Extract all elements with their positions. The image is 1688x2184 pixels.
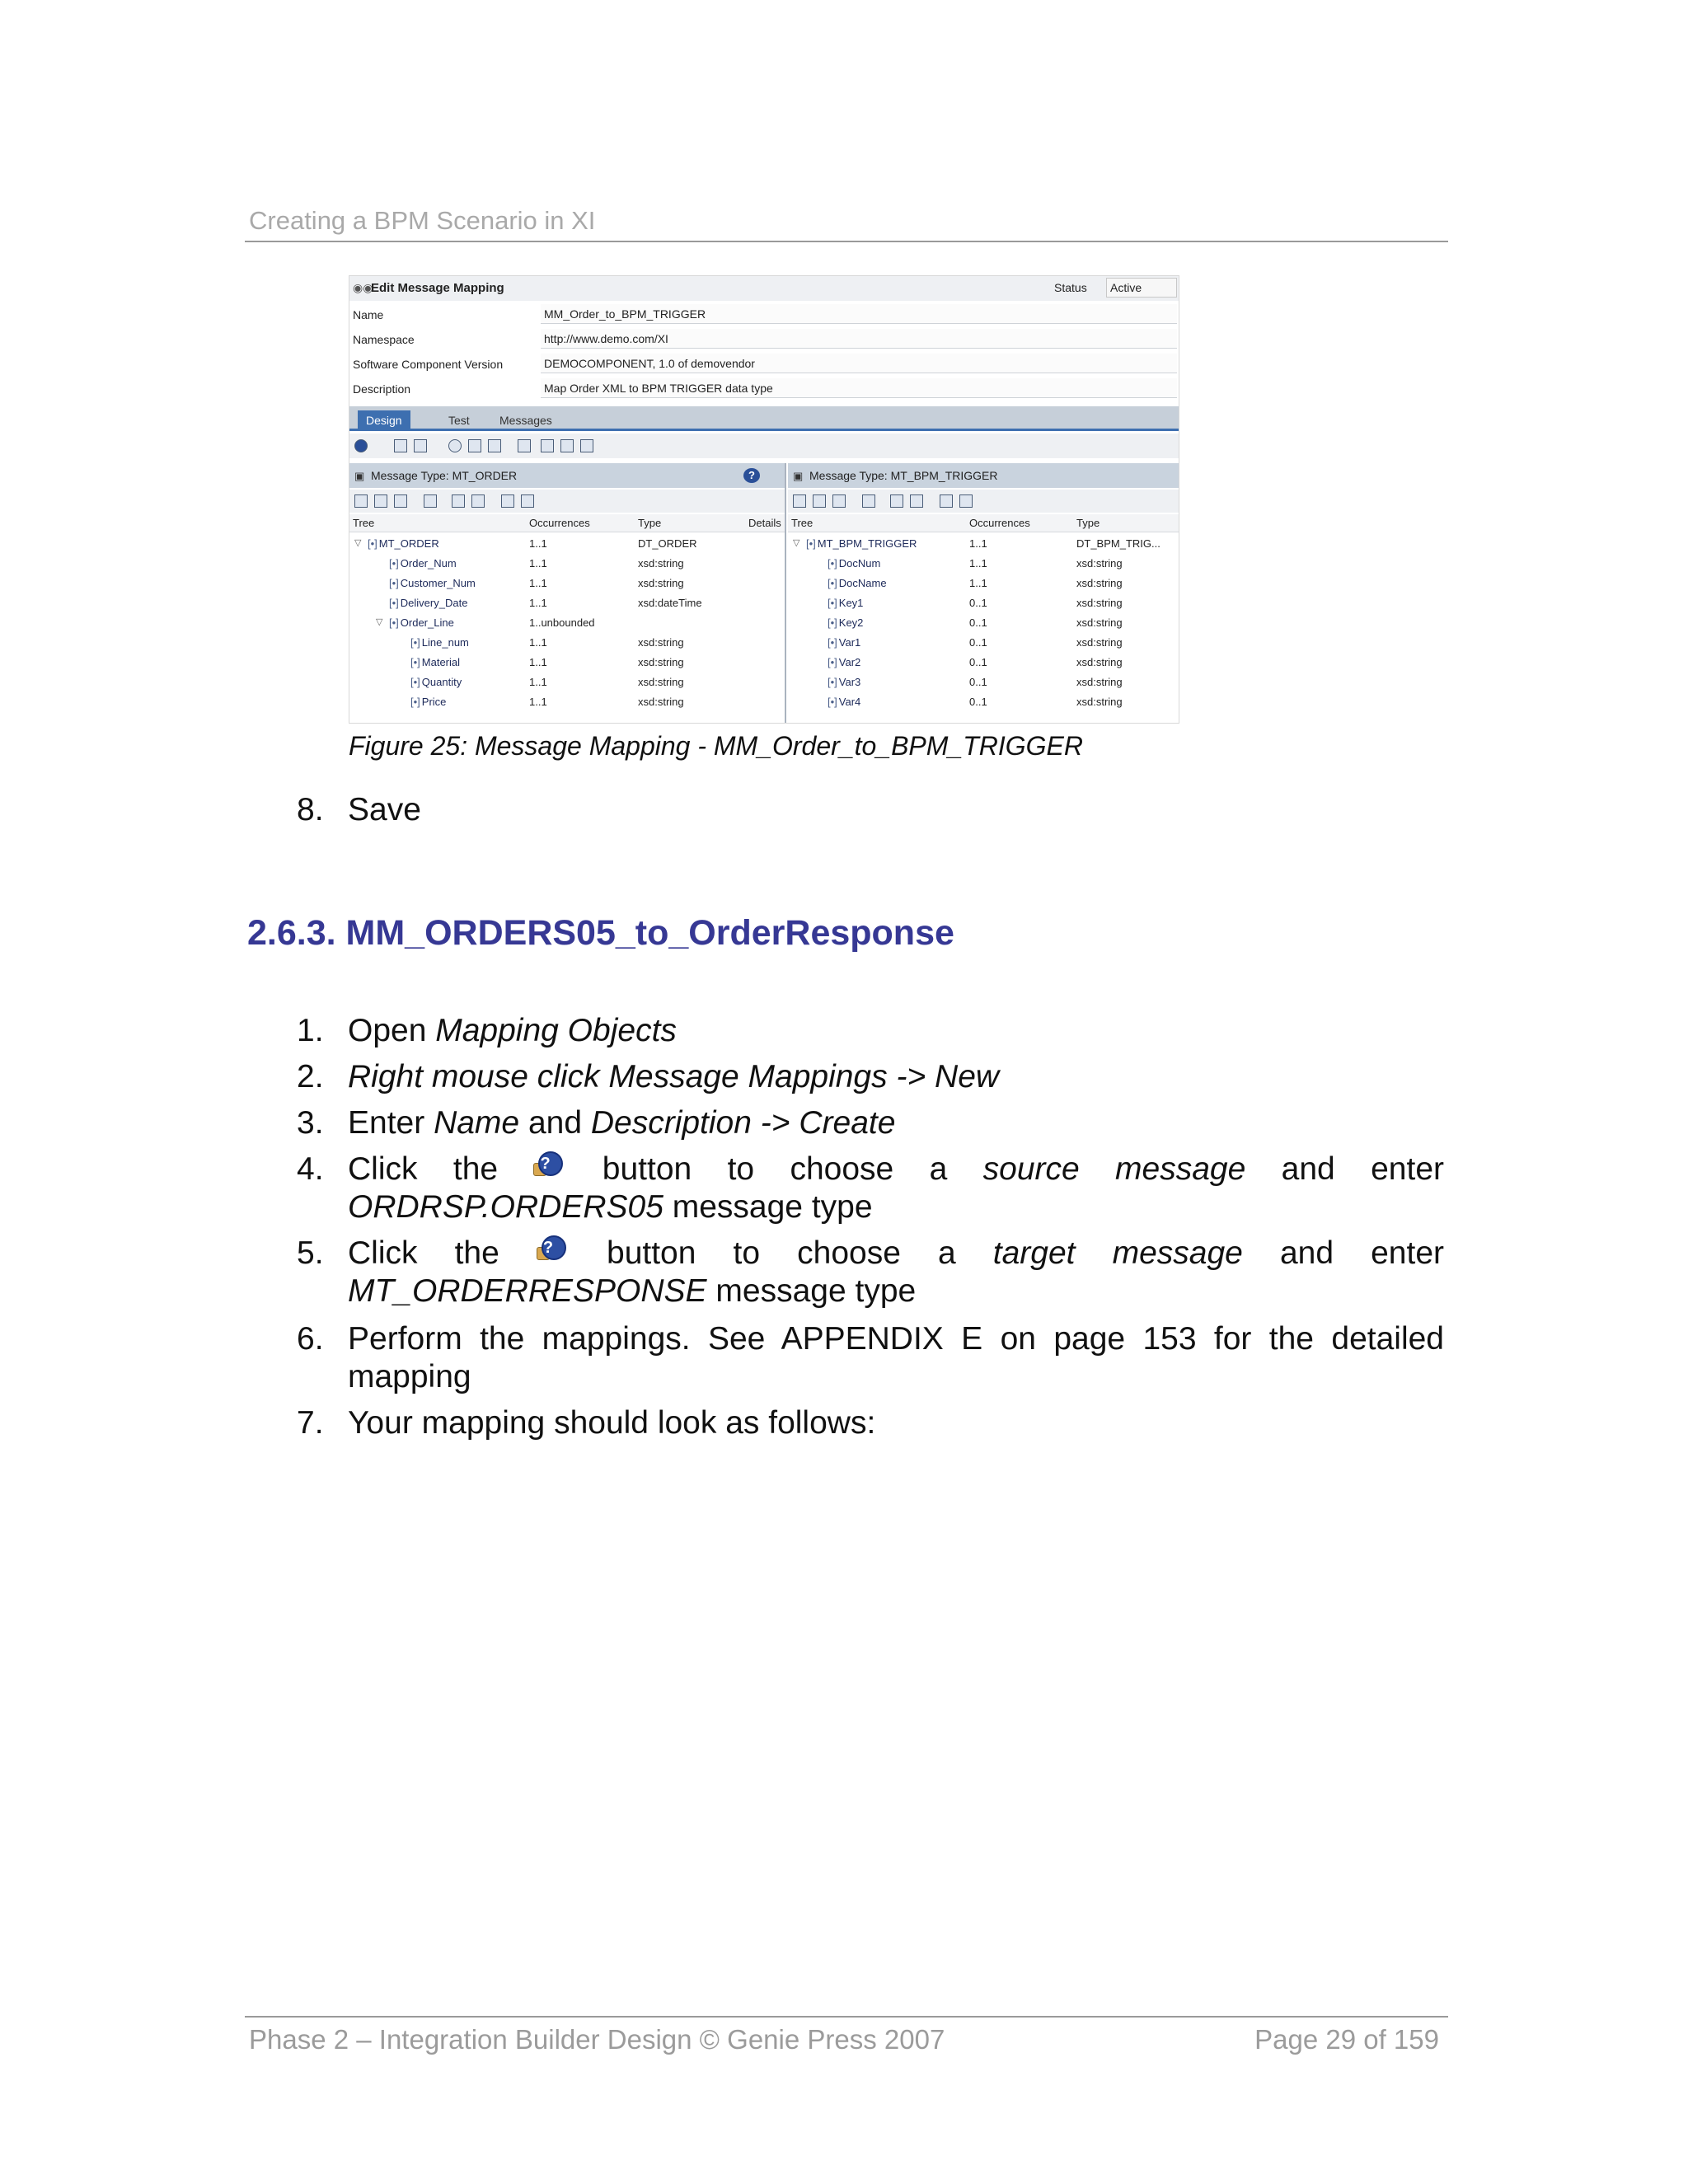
type-cell: xsd:string — [1076, 577, 1123, 589]
occurrence-cell: 1..1 — [529, 656, 547, 668]
occurrence-cell: 1..1 — [529, 597, 547, 609]
table-row[interactable] — [349, 673, 785, 692]
list-text: and enter — [1245, 1151, 1444, 1187]
toolbar-icon[interactable] — [374, 494, 387, 508]
target-column-headers — [788, 514, 1179, 532]
list-text: Click the — [348, 1235, 537, 1271]
list-text-italic: Right mouse click Message Mappings -> New — [348, 1059, 1000, 1094]
table-row[interactable] — [349, 613, 785, 633]
toolbar-icon[interactable] — [424, 494, 437, 508]
toolbar-icon[interactable] — [471, 494, 485, 508]
occurrence-cell: 1..1 — [529, 696, 547, 708]
occurrence-cell: 0..1 — [969, 636, 987, 649]
toolbar-icon[interactable] — [501, 494, 514, 508]
table-row[interactable] — [349, 692, 785, 712]
list-text: message type — [706, 1273, 917, 1309]
source-message-title: Message Type: MT_ORDER — [371, 469, 518, 482]
help-icon[interactable] — [354, 439, 368, 452]
field-label: Namespace — [353, 333, 415, 346]
type-cell: xsd:string — [1076, 616, 1123, 629]
mapping-tabs — [349, 406, 1179, 431]
help-icon[interactable]: ? — [743, 468, 760, 483]
tree-node-name: [•] Price — [410, 696, 446, 708]
list-number: 4. — [297, 1151, 324, 1187]
type-cell: xsd:string — [638, 656, 684, 668]
field-namespace-row — [349, 327, 1179, 352]
type-cell: xsd:string — [1076, 636, 1123, 649]
message-type-icon: ▣ — [793, 470, 804, 482]
mapping-title: Edit Message Mapping — [371, 281, 504, 295]
status-value: Active — [1106, 278, 1177, 298]
table-row[interactable] — [349, 554, 785, 574]
tab-design[interactable]: Design — [358, 410, 410, 431]
occurrence-cell: 1..1 — [529, 577, 547, 589]
toolbar-icon[interactable] — [813, 494, 826, 508]
page-number: Page 29 of 159 — [1254, 2024, 1439, 2055]
figure-screenshot — [349, 275, 1179, 724]
source-pane — [349, 463, 786, 724]
toolbar-icon[interactable] — [414, 439, 427, 452]
design-toolbar — [349, 434, 1179, 458]
target-tree-toolbar — [788, 490, 1179, 513]
source-tree-toolbar — [349, 490, 785, 513]
list-text: Click the — [348, 1151, 534, 1187]
list-text-italic: ORDRSP.ORDERS05 — [348, 1189, 663, 1225]
type-cell: xsd:string — [1076, 656, 1123, 668]
toolbar-icon[interactable] — [910, 494, 923, 508]
list-text: Perform the mappings. See APPENDIX E on page 153 for the detailed — [348, 1321, 1444, 1357]
tree-node-name: [•] MT_BPM_TRIGGER — [806, 537, 917, 550]
occurrence-cell: 1..1 — [529, 557, 547, 569]
figure-caption: Figure 25: Message Mapping - MM_Order_to_BPM_TRIGGER — [349, 731, 1083, 761]
description-field[interactable]: Map Order XML to BPM TRIGGER data type — [541, 378, 1177, 398]
column-header: Occurrences — [969, 517, 1030, 529]
toolbar-icon[interactable] — [394, 439, 407, 452]
table-row[interactable] — [788, 653, 1179, 673]
list-text: Open — [348, 1013, 436, 1048]
tree-node-name: [•] DocName — [828, 577, 887, 589]
running-header: Creating a BPM Scenario in XI — [249, 206, 596, 235]
header-rule — [245, 241, 1448, 242]
occurrence-cell: 1..1 — [529, 537, 547, 550]
column-header: Details — [748, 517, 781, 529]
type-cell: xsd:string — [1076, 597, 1123, 609]
list-text-italic: Description -> Create — [590, 1105, 896, 1141]
type-cell: DT_ORDER — [638, 537, 697, 550]
type-cell: xsd:string — [638, 577, 684, 589]
list-number: 6. — [297, 1321, 324, 1357]
choose-message-icon: ? — [533, 1151, 566, 1181]
column-header: Type — [638, 517, 662, 529]
list-text: button to choose a — [566, 1151, 983, 1187]
toolbar-icon[interactable] — [518, 439, 531, 452]
tree-node-name: [•] Customer_Num — [389, 577, 476, 589]
expand-icon[interactable]: ▽ — [793, 538, 800, 548]
list-text: Your mapping should look as follows: — [348, 1405, 876, 1441]
type-cell: xsd:string — [638, 696, 684, 708]
tree-node-name: [•] Order_Num — [389, 557, 457, 569]
tree-node-name: [•] Key1 — [828, 597, 863, 609]
list-text-italic: target message — [992, 1235, 1243, 1271]
table-row[interactable] — [788, 574, 1179, 593]
table-row[interactable] — [349, 633, 785, 653]
list-number: 3. — [297, 1105, 324, 1141]
list-text: message type — [663, 1189, 873, 1225]
type-cell: xsd:string — [1076, 676, 1123, 688]
list-text-italic: Mapping Objects — [435, 1013, 677, 1048]
list-text: Enter — [348, 1105, 434, 1141]
table-row[interactable] — [788, 593, 1179, 613]
toolbar-icon[interactable] — [468, 439, 481, 452]
list-text-italic: Name — [434, 1105, 520, 1141]
tree-node-name: [•] Key2 — [828, 616, 863, 629]
expand-icon[interactable]: ▽ — [354, 538, 362, 548]
toolbar-icon[interactable] — [354, 494, 368, 508]
table-row[interactable] — [788, 554, 1179, 574]
occurrence-cell: 0..1 — [969, 597, 987, 609]
target-pane-title-bar — [788, 463, 1179, 488]
column-header: Occurrences — [529, 517, 590, 529]
tree-node-name: [•] Quantity — [410, 676, 462, 688]
list-number: 7. — [297, 1405, 324, 1441]
table-row[interactable] — [349, 534, 785, 554]
software-component-field[interactable]: DEMOCOMPONENT, 1.0 of demovendor — [541, 354, 1177, 373]
expand-icon[interactable]: ▽ — [376, 617, 383, 627]
table-row[interactable] — [788, 613, 1179, 633]
tab-messages[interactable]: Messages — [499, 414, 552, 427]
type-cell: xsd:string — [1076, 557, 1123, 569]
occurrence-cell: 0..1 — [969, 696, 987, 708]
column-header: Tree — [353, 517, 375, 529]
toolbar-icon[interactable] — [452, 494, 465, 508]
list-text: and enter — [1242, 1235, 1445, 1271]
field-swcv-row — [349, 352, 1179, 377]
table-row[interactable] — [788, 633, 1179, 653]
footer-rule — [245, 2016, 1448, 2018]
tree-node-name: [•] Var4 — [828, 696, 860, 708]
glasses-icon: ◉◉ — [353, 281, 373, 294]
occurrence-cell: 1..1 — [529, 676, 547, 688]
occurrence-cell: 0..1 — [969, 616, 987, 629]
list-text: and — [519, 1105, 591, 1141]
name-field[interactable]: MM_Order_to_BPM_TRIGGER — [541, 304, 1177, 324]
field-label: Name — [353, 308, 384, 321]
toolbar-icon[interactable] — [521, 494, 534, 508]
list-number: 2. — [297, 1059, 324, 1094]
toolbar-icon[interactable] — [394, 494, 407, 508]
toolbar-icon[interactable] — [793, 494, 806, 508]
toolbar-icon[interactable] — [580, 439, 593, 452]
target-message-title: Message Type: MT_BPM_TRIGGER — [809, 469, 998, 482]
type-cell: xsd:string — [1076, 696, 1123, 708]
type-cell: xsd:dateTime — [638, 597, 702, 609]
tree-node-name: [•] Order_Line — [389, 616, 454, 629]
toolbar-icon[interactable] — [488, 439, 501, 452]
type-cell: xsd:string — [638, 676, 684, 688]
type-cell: DT_BPM_TRIG... — [1076, 537, 1160, 550]
field-label: Description — [353, 382, 411, 396]
list-text-italic: source message — [982, 1151, 1246, 1187]
target-pane — [788, 463, 1179, 724]
occurrence-cell: 1..unbounded — [529, 616, 595, 629]
section-heading: 2.6.3. MM_ORDERS05_to_OrderResponse — [247, 913, 954, 953]
list-text: Save — [348, 792, 421, 827]
tree-node-name: [•] Line_num — [410, 636, 469, 649]
occurrence-cell: 1..1 — [969, 537, 987, 550]
list-text-italic: MT_ORDERRESPONSE — [348, 1273, 707, 1309]
toolbar-icon[interactable] — [560, 439, 574, 452]
status-label: Status — [1054, 281, 1087, 294]
toolbar-icon[interactable] — [832, 494, 846, 508]
mapping-header-bar — [349, 276, 1179, 301]
occurrence-cell: 1..1 — [969, 557, 987, 569]
tab-test[interactable]: Test — [448, 414, 470, 427]
list-text: button to choose a — [569, 1235, 993, 1271]
type-cell: xsd:string — [638, 636, 684, 649]
column-header: Tree — [791, 517, 814, 529]
list-text: mapping — [348, 1359, 471, 1394]
table-row[interactable] — [788, 673, 1179, 692]
footer-left: Phase 2 – Integration Builder Design © Genie Press 2007 — [249, 2024, 945, 2055]
toolbar-icon[interactable] — [448, 439, 462, 452]
tree-node-name: [•] Delivery_Date — [389, 597, 467, 609]
toolbar-icon[interactable] — [890, 494, 903, 508]
field-description-row — [349, 377, 1179, 401]
occurrence-cell: 1..1 — [529, 636, 547, 649]
toolbar-icon[interactable] — [541, 439, 554, 452]
tree-node-name: [•] Var3 — [828, 676, 860, 688]
choose-message-icon: ? — [537, 1235, 570, 1265]
type-cell: xsd:string — [638, 557, 684, 569]
table-row[interactable] — [349, 593, 785, 613]
occurrence-cell: 0..1 — [969, 656, 987, 668]
occurrence-cell: 0..1 — [969, 676, 987, 688]
field-label: Software Component Version — [353, 358, 504, 371]
list-number: 5. — [297, 1235, 324, 1271]
namespace-field[interactable]: http://www.demo.com/XI — [541, 329, 1177, 349]
tree-node-name: [•] Var2 — [828, 656, 860, 668]
occurrence-cell: 1..1 — [969, 577, 987, 589]
field-name-row — [349, 302, 1179, 327]
list-number: 8. — [297, 792, 324, 827]
table-row[interactable] — [788, 692, 1179, 712]
table-row[interactable] — [788, 534, 1179, 554]
tree-node-name: [•] MT_ORDER — [368, 537, 439, 550]
tree-node-name: [•] Var1 — [828, 636, 860, 649]
table-row[interactable] — [349, 574, 785, 593]
source-column-headers — [349, 514, 785, 532]
list-number: 1. — [297, 1013, 324, 1048]
message-type-icon: ▣ — [354, 470, 365, 482]
toolbar-icon[interactable] — [959, 494, 973, 508]
toolbar-icon[interactable] — [862, 494, 875, 508]
tree-node-name: [•] Material — [410, 656, 460, 668]
toolbar-icon[interactable] — [940, 494, 953, 508]
source-pane-title-bar — [349, 463, 785, 488]
table-row[interactable] — [349, 653, 785, 673]
tree-node-name: [•] DocNum — [828, 557, 880, 569]
column-header: Type — [1076, 517, 1100, 529]
